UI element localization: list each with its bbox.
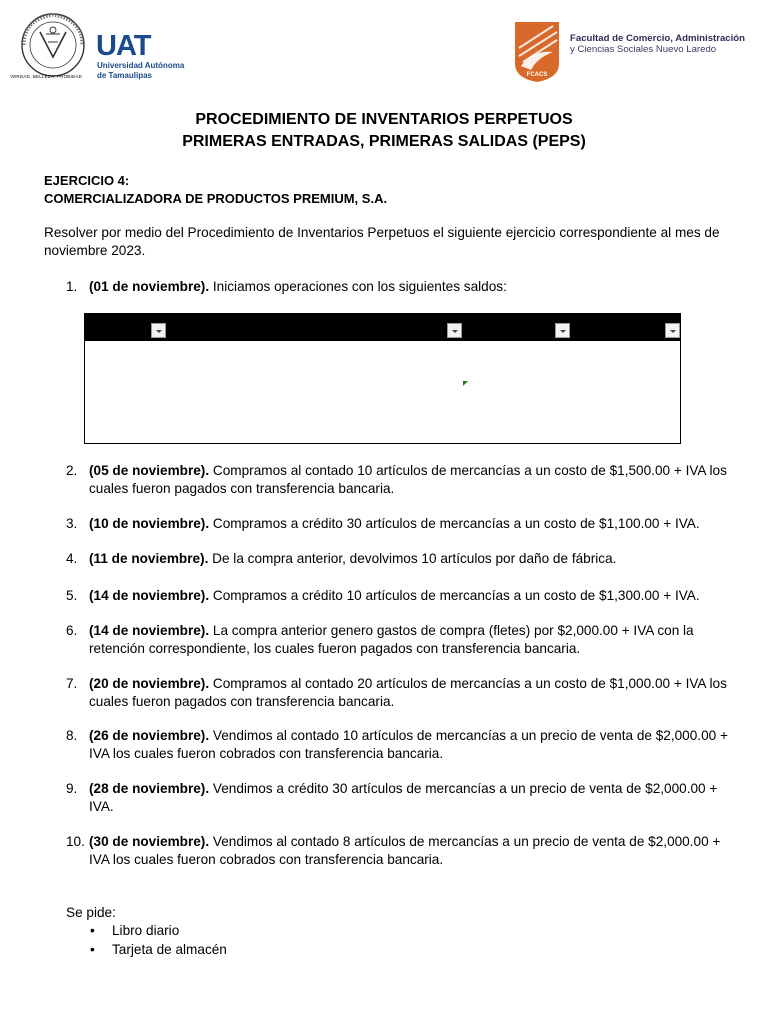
list-item: 4. (11 de noviembre). De la compra anterior, devolvimos 10 artículos por daño de fábrica. — [66, 551, 617, 566]
page-header — [0, 0, 768, 95]
fcacs-shield-logo — [513, 20, 561, 83]
bullet-label: Tarjeta de almacén — [112, 942, 227, 957]
uat-wordmark: UAT — [96, 30, 151, 62]
list-item: 3. (10 de noviembre). Compramos a crédito 30 artículos de mercancías a un costo de $1,100.00 + IVA. — [66, 516, 700, 531]
intro-paragraph: Resolver por medio del Procedimiento de Inventarios Perpetuos el siguiente ejercicio correspondiente al mes de noviembre 2023. — [44, 225, 720, 258]
column-4-filter-button[interactable] — [665, 323, 680, 338]
item-text: Iniciamos operaciones con los siguientes saldos: — [209, 279, 507, 294]
item-date: (01 de noviembre). — [89, 279, 210, 294]
cell-error-indicator-icon — [463, 381, 468, 386]
list-item: 5. (14 de noviembre). Compramos a crédito 10 artículos de mercancías a un costo de $1,300.00 + IVA. — [66, 588, 700, 603]
bullet-icon: • — [90, 942, 95, 957]
se-pide-label: Se pide: — [66, 905, 116, 920]
bullet-label: Libro diario — [112, 923, 180, 938]
column-2-filter-button[interactable] — [447, 323, 462, 338]
column-3-filter-button[interactable] — [555, 323, 570, 338]
list-item: 10. (30 de noviembre). Vendimos al contado 8 artículos de mercancías a un precio de venta de $2,000.00 + IVA los cuales fueron cobrados con transferencia bancaria. — [66, 834, 721, 867]
title-line-1: PROCEDIMIENTO DE INVENTARIOS PERPETUOS — [195, 111, 573, 128]
bullet-icon: • — [90, 923, 95, 938]
list-item: 2. (05 de noviembre). Compramos al contado 10 artículos de mercancías a un costo de $1,500.00 + IVA los cuales fueron pagados con transferencia bancaria. — [66, 463, 727, 496]
opening-balances-table — [84, 313, 681, 444]
document-title — [0, 109, 768, 153]
list-item — [66, 278, 736, 296]
exercise-label: EJERCICIO 4: — [44, 173, 130, 188]
list-item: 8. (26 de noviembre). Vendimos al contado 10 artículos de mercancías a un precio de venta de $2,000.00 + IVA los cuales fueron cobrados con transferencia bancaria. — [66, 728, 728, 761]
uat-logo — [96, 30, 196, 84]
uat-subtitle: Universidad Autónoma de Tamaulipas — [97, 61, 185, 80]
list-item: 7. (20 de noviembre). Compramos al contado 20 artículos de mercancías a un costo de $1,000.00 + IVA los cuales fueron pagados con transferencia bancaria. — [66, 676, 727, 709]
seal-caption: VERDAD, BELLEZA, PROBIDAD — [10, 74, 83, 79]
list-item: 9. (28 de noviembre). Vendimos a crédito 30 artículos de mercancías a un precio de venta de $2,000.00 + IVA. — [66, 781, 718, 814]
list-item: 6. (14 de noviembre). La compra anterior genero gastos de compra (fletes) por $2,000.00 + IVA con la retención correspondiente, los cuales fueron pagados con transferencia bancaria. — [66, 623, 694, 656]
fcacs-name: Facultad de Comercio, Administración y Ciencias Sociales Nuevo Laredo — [570, 33, 746, 55]
table-header-row — [85, 314, 680, 341]
item-number: 1. — [66, 279, 78, 294]
fcacs-badge-text: FCACS — [526, 72, 548, 78]
title-line-2: PRIMERAS ENTRADAS, PRIMERAS SALIDAS (PEPS) — [182, 133, 586, 150]
company-name: COMERCIALIZADORA DE PRODUCTOS PREMIUM, S.A. — [44, 191, 388, 206]
column-1-filter-button[interactable] — [151, 323, 166, 338]
